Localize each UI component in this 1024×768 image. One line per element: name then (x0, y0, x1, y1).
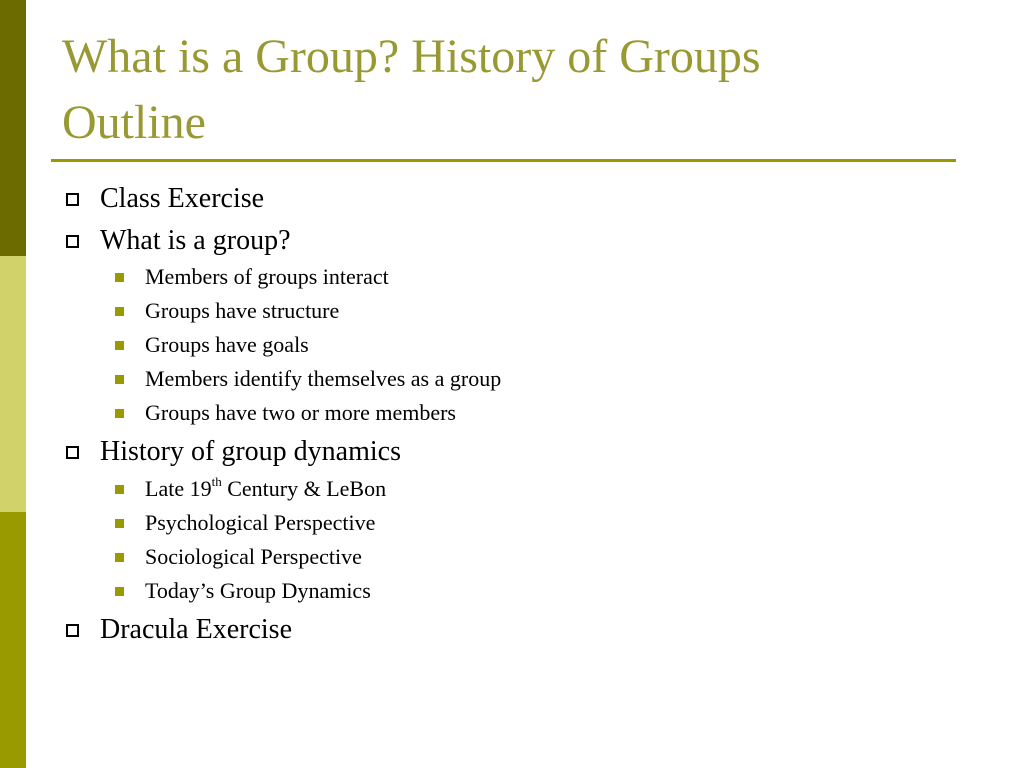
sub-list-item-label: Groups have two or more members (145, 400, 456, 425)
ordinal-superscript: th (211, 473, 222, 489)
filled-square-bullet-icon (115, 341, 124, 350)
filled-square-bullet-icon (115, 273, 124, 282)
hollow-square-bullet-icon (66, 193, 79, 206)
sub-list-item-label-prefix: Late 19 (145, 476, 212, 501)
list-item-label: Class Exercise (100, 183, 265, 214)
sub-list-item-label: Psychological Perspective (145, 510, 376, 535)
slide-title-line-2: Outline (62, 96, 206, 149)
sub-list-item-label (145, 473, 387, 502)
filled-square-bullet-icon (115, 375, 124, 384)
sub-list-item-label: Today’s Group Dynamics (145, 578, 371, 603)
sub-list-item-label: Groups have goals (145, 332, 309, 357)
list-item-label: Dracula Exercise (100, 614, 292, 645)
list-item-label: What is a group? (100, 225, 291, 256)
sub-list-item-label: Groups have structure (145, 298, 340, 323)
hollow-square-bullet-icon (66, 235, 79, 248)
filled-square-bullet-icon (115, 485, 124, 494)
filled-square-bullet-icon (115, 519, 124, 528)
slide-title-line-1: What is a Group? History of Groups (62, 30, 761, 83)
sub-list-item-label: Members identify themselves as a group (145, 366, 502, 391)
sub-list-item-label: Members of groups interact (145, 264, 389, 289)
hollow-square-bullet-icon (66, 446, 79, 459)
filled-square-bullet-icon (115, 307, 124, 316)
hollow-square-bullet-icon (66, 624, 79, 637)
filled-square-bullet-icon (115, 409, 124, 418)
sub-list-item-label: Sociological Perspective (145, 544, 362, 569)
sub-list-item-label-suffix: Century & LeBon (221, 476, 387, 501)
list-item-label: History of group dynamics (100, 436, 401, 467)
filled-square-bullet-icon (115, 587, 124, 596)
filled-square-bullet-icon (115, 553, 124, 562)
